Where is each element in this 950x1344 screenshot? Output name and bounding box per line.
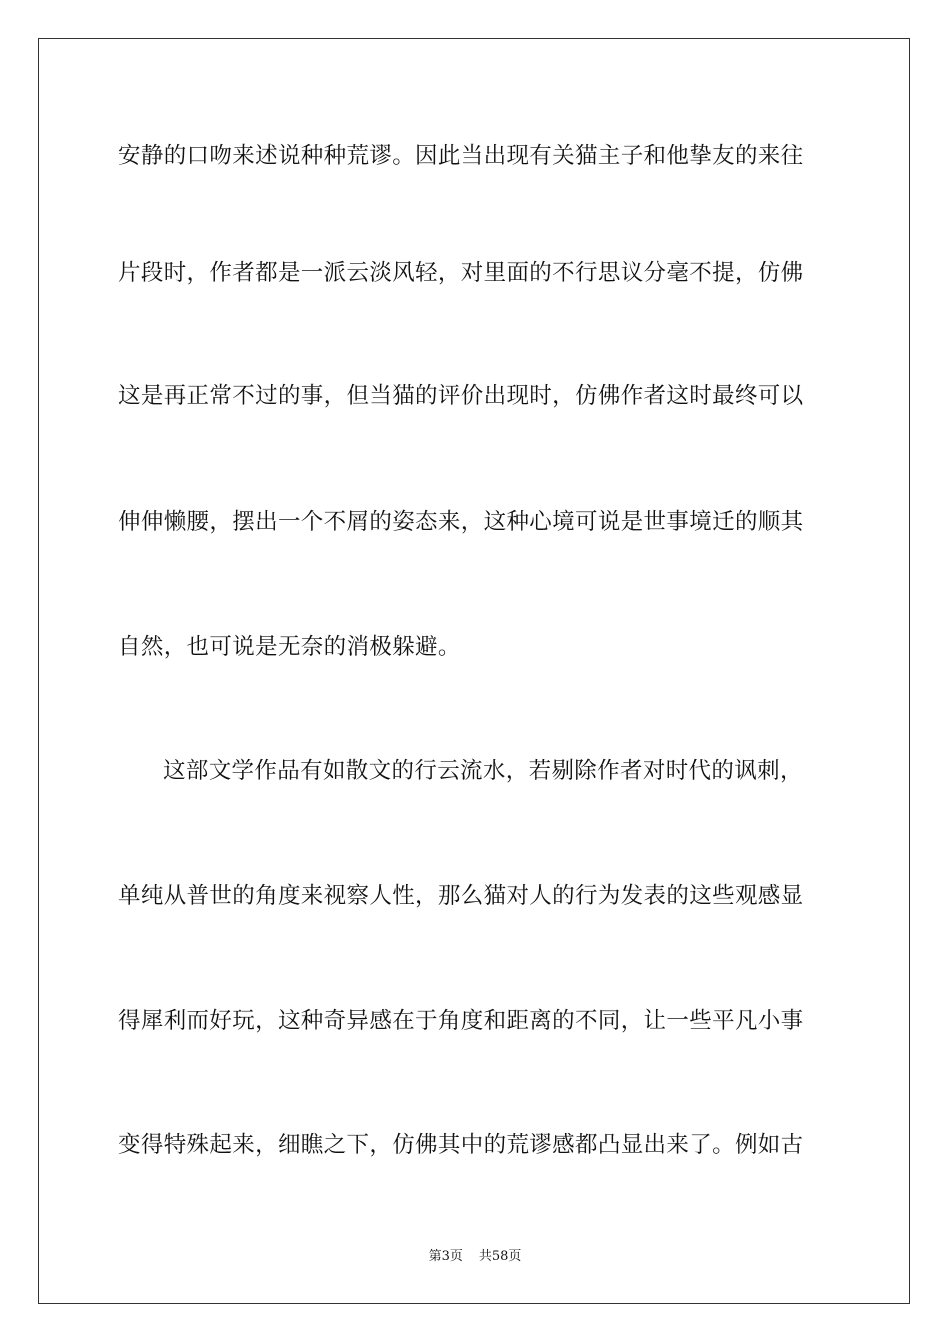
- body-text-line: 得犀利而好玩，这种奇异感在于角度和距离的不同，让一些平凡小事: [118, 1008, 804, 1034]
- page-border: [38, 38, 910, 1304]
- page-number: 第3页: [428, 1249, 463, 1264]
- body-text-line: 安静的口吻来述说种种荒谬。因此当出现有关猫主子和他挚友的来往: [118, 143, 804, 169]
- body-text-line: 伸伸懒腰，摆出一个不屑的姿态来，这种心境可说是世事境迁的顺其: [118, 509, 804, 535]
- body-text-line: 自然，也可说是无奈的消极躲避。: [118, 634, 461, 660]
- page-footer: [0, 1248, 950, 1266]
- body-text-line: 变得特殊起来，细瞧之下，仿佛其中的荒谬感都凸显出来了。例如古: [118, 1132, 804, 1158]
- page-total: 共58页: [478, 1249, 522, 1264]
- body-text-line: 这是再正常不过的事，但当猫的评价出现时，仿佛作者这时最终可以: [118, 383, 804, 409]
- body-text-line: 单纯从普世的角度来视察人性，那么猫对人的行为发表的这些观感显: [118, 883, 804, 909]
- paragraph-first-line: 这部文学作品有如散文的行云流水，若剔除作者对时代的讽刺，: [163, 758, 803, 784]
- body-text-line: 片段时，作者都是一派云淡风轻，对里面的不行思议分毫不提，仿佛: [118, 260, 804, 286]
